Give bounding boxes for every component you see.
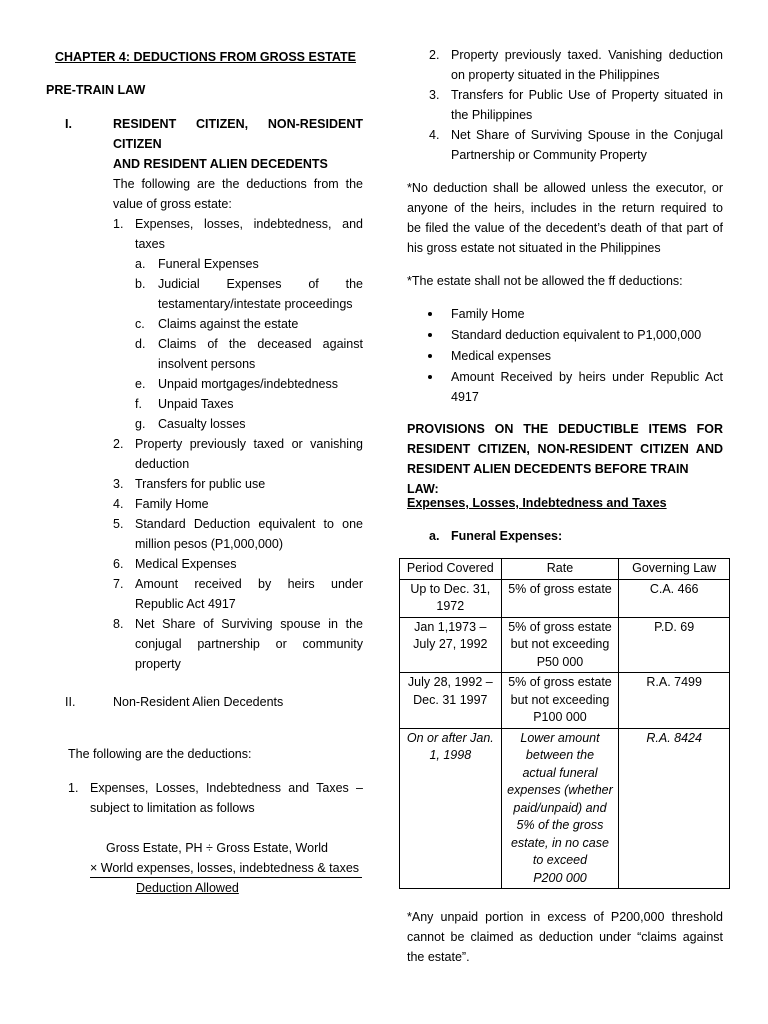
provisions-heading xyxy=(407,419,723,499)
rate-cell xyxy=(501,728,619,889)
period-cell xyxy=(400,673,502,729)
nra-intro: The following are the deductions: xyxy=(68,747,252,761)
rate-cell xyxy=(501,673,619,729)
sublist-item-text: Unpaid mortgages/indebtedness xyxy=(158,377,338,391)
law-cell: C.A. 466 xyxy=(619,579,730,617)
section-1-intro xyxy=(113,174,363,214)
provisions-line: RESIDENT ALIEN DECEDENTS BEFORE TRAIN LAW: xyxy=(407,462,689,496)
list-item-number: 1. xyxy=(113,217,124,231)
note-line: the estate”. xyxy=(407,950,470,964)
table-row xyxy=(400,673,730,729)
formula-line-2: × World expenses, losses, indebtedness & taxes xyxy=(90,858,362,878)
list-item-text: Family Home xyxy=(135,497,209,511)
section-1-title-line: RESIDENT CITIZEN, NON-RESIDENT CITIZEN xyxy=(113,117,363,151)
list-item xyxy=(429,45,723,85)
list-item-number: 8. xyxy=(113,617,124,631)
list-item-number: 7. xyxy=(113,577,124,591)
list-item-text: Expenses, Losses, Indebtedness and Taxes – xyxy=(90,781,363,795)
list-item-text: Amount received by heirs under xyxy=(135,577,363,591)
sublist-item xyxy=(135,314,363,334)
note-line: cannot be claimed as deduction under “claims against xyxy=(407,930,723,944)
list-item-text: Property previously taxed. Vanishing deduction xyxy=(451,48,723,62)
cell-line: between the xyxy=(525,748,595,762)
list-item-text: Republic Act 4917 xyxy=(135,597,236,611)
list-item-text: Partnership or Community Property xyxy=(451,148,647,162)
sublist-item xyxy=(135,374,363,394)
sublist-item xyxy=(135,414,363,434)
funeral-expenses-table xyxy=(399,558,730,889)
formula-line-1: Gross Estate, PH ÷ Gross Estate, World xyxy=(106,841,328,855)
bullet-icon xyxy=(428,333,432,337)
list-item-text: Transfers for public use xyxy=(135,477,266,491)
bullet-text: 4917 xyxy=(451,390,479,404)
cell-line: P100 000 xyxy=(533,710,587,724)
period-cell xyxy=(400,617,502,673)
bullet-item xyxy=(427,304,723,325)
sublist-item-text: Claims against the estate xyxy=(158,317,299,331)
continued-list xyxy=(429,45,723,165)
list-item-number: 1. xyxy=(68,781,79,795)
elit-heading: Expenses, Losses, Indebtedness and Taxes xyxy=(407,496,667,510)
cell-line: estate, in no case xyxy=(510,835,609,850)
cell-line: 5% of gross estate xyxy=(508,675,612,689)
list-item-text: on property situated in the Philippines xyxy=(451,68,660,82)
sublist-item-text: Judicial Expenses of the xyxy=(158,277,363,291)
bullet-text: Standard deduction equivalent to P1,000,000 xyxy=(451,328,702,342)
list-item xyxy=(113,474,363,494)
note-line: *No deduction shall be allowed unless the executor, or xyxy=(407,181,723,195)
list-item-text: Medical Expenses xyxy=(135,557,237,571)
sublist-item-text: insolvent persons xyxy=(158,357,256,371)
sublist-item-text: Unpaid Taxes xyxy=(158,397,234,411)
note-not-allowed: *The estate shall not be allowed the ff deductions: xyxy=(407,274,683,288)
sublist-item-letter: b. xyxy=(135,277,146,291)
cell-line: P200 000 xyxy=(533,870,587,885)
sublist-item-text: Funeral Expenses xyxy=(158,257,259,271)
cell-line: Dec. 31 1997 xyxy=(413,692,488,707)
cell-line: 5% of gross estate xyxy=(508,581,612,596)
cell-line: but not exceeding xyxy=(510,692,610,707)
pre-train-heading: PRE-TRAIN LAW xyxy=(46,83,146,97)
cell-line: expenses (whether xyxy=(507,783,613,797)
bullet-item xyxy=(427,325,723,346)
formula-line-3: Deduction Allowed xyxy=(136,881,239,895)
list-item-text: Expenses, losses, indebtedness, and xyxy=(135,217,363,231)
list-item xyxy=(113,554,363,574)
column-header: Governing Law xyxy=(619,559,730,580)
table-header-row xyxy=(400,559,730,580)
cell-line: actual funeral xyxy=(522,765,598,780)
list-item-text: taxes xyxy=(135,237,165,251)
note-line: his gross estate not situated in the Philippines xyxy=(407,241,661,255)
law-cell: R.A. 7499 xyxy=(619,673,730,729)
list-item xyxy=(113,514,363,554)
sublist-item-text: Claims of the deceased against xyxy=(158,337,363,351)
section-2-title: Non-Resident Alien Decedents xyxy=(113,695,284,709)
cell-line: to exceed xyxy=(532,853,588,867)
cell-line: July 27, 1992 xyxy=(413,637,488,651)
chapter-title: CHAPTER 4: DEDUCTIONS FROM GROSS ESTATE xyxy=(55,50,356,64)
list-item-text: conjugal partnership or community xyxy=(135,637,363,651)
section-2-number: II. xyxy=(65,695,76,709)
table-row xyxy=(400,579,730,617)
list-item-text: million pesos (P1,000,000) xyxy=(135,537,283,551)
list-item-number: 2. xyxy=(113,437,124,451)
section-1-number: I. xyxy=(65,117,72,131)
list-item-number: 3. xyxy=(429,88,440,102)
provisions-line: PROVISIONS ON THE DEDUCTIBLE ITEMS FOR xyxy=(407,422,723,436)
note-line: be filed the value of the decedent’s death of that part of xyxy=(407,221,723,235)
bullet-icon xyxy=(428,354,432,358)
nra-list-item xyxy=(68,778,363,818)
list-item xyxy=(429,85,723,125)
bullet-text: Medical expenses xyxy=(451,349,552,363)
note-unpaid-portion xyxy=(407,907,723,967)
sublist-item-text: testamentary/intestate proceedings xyxy=(158,297,353,311)
list-item-number: 3. xyxy=(113,477,124,491)
cell-line: 5% of the gross xyxy=(516,818,604,832)
note-line: anyone of the heirs, includes in the return required to xyxy=(407,201,723,215)
list-item-text: subject to limitation as follows xyxy=(90,801,255,815)
column-header: Rate xyxy=(501,559,619,580)
cell-line: July 28, 1992 – xyxy=(407,675,493,689)
sublist-item xyxy=(135,254,363,274)
list-item-number: 4. xyxy=(113,497,124,511)
cell-line: 1, 1998 xyxy=(429,748,472,762)
list-item xyxy=(113,434,363,474)
funeral-label: Funeral Expenses: xyxy=(451,529,563,543)
cell-line: Jan 1,1973 – xyxy=(414,619,487,634)
cell-line: 5% of gross estate xyxy=(508,619,612,634)
table-row xyxy=(400,728,730,889)
list-item xyxy=(113,614,363,674)
bullet-item xyxy=(427,346,723,367)
bullet-list xyxy=(427,304,723,407)
cell-line: On or after Jan. xyxy=(406,730,494,745)
list-item xyxy=(113,214,363,254)
period-cell xyxy=(400,728,502,889)
rate-cell xyxy=(501,617,619,673)
section-1-title xyxy=(113,114,363,174)
provisions-line: RESIDENT CITIZEN, NON-RESIDENT CITIZEN AND xyxy=(407,442,723,456)
sublist-item-text: Casualty losses xyxy=(158,417,246,431)
list-item-text: Net Share of Surviving Spouse in the Conjugal xyxy=(451,128,723,142)
funeral-label-letter: a. xyxy=(429,529,440,543)
intro-line: value of gross estate: xyxy=(113,197,232,211)
period-cell xyxy=(400,579,502,617)
list-item-text: the Philippines xyxy=(451,108,533,122)
bullet-icon xyxy=(428,312,432,316)
rate-cell xyxy=(501,579,619,617)
table-row xyxy=(400,617,730,673)
bullet-text: Amount Received by heirs under Republic Act xyxy=(451,370,723,384)
sublist-item-letter: f. xyxy=(135,397,142,411)
sublist-item xyxy=(135,334,363,374)
list-item-text: Standard Deduction equivalent to one xyxy=(135,517,363,531)
bullet-text: Family Home xyxy=(451,307,525,321)
cell-line: Lower amount xyxy=(520,730,600,745)
list-item-text: deduction xyxy=(135,457,190,471)
column-header: Period Covered xyxy=(400,559,502,580)
cell-line: P50 000 xyxy=(536,654,584,669)
sublist xyxy=(135,254,363,434)
list-item-number: 5. xyxy=(113,517,124,531)
list-item-number: 4. xyxy=(429,128,440,142)
cell-line: 1972 xyxy=(436,599,465,613)
law-cell: P.D. 69 xyxy=(619,617,730,673)
law-cell: R.A. 8424 xyxy=(619,728,730,889)
list-item-number: 2. xyxy=(429,48,440,62)
list-item-text: Property previously taxed or vanishing xyxy=(135,437,363,451)
list-item xyxy=(429,125,723,165)
list-item-number: 6. xyxy=(113,557,124,571)
bullet-item xyxy=(427,367,723,407)
sublist-item-letter: d. xyxy=(135,337,146,351)
cell-line: paid/unpaid) and xyxy=(513,800,607,815)
list-item-text: Net Share of Surviving spouse in the xyxy=(135,617,363,631)
sublist-item xyxy=(135,274,363,314)
sublist-item-letter: c. xyxy=(135,317,145,331)
list-item-text: property xyxy=(135,657,181,671)
note-no-deduction xyxy=(407,178,723,258)
list-item-text: Transfers for Public Use of Property situated in xyxy=(451,88,723,102)
bullet-icon xyxy=(428,375,432,379)
sublist-item-letter: e. xyxy=(135,377,146,391)
note-line: *Any unpaid portion in excess of P200,000 threshold xyxy=(407,910,723,924)
sublist-item xyxy=(135,394,363,414)
intro-line: The following are the deductions from the xyxy=(113,177,363,191)
cell-line: but not exceeding xyxy=(510,637,610,651)
list-item xyxy=(113,574,363,614)
list-item xyxy=(113,494,363,514)
sublist-item-letter: g. xyxy=(135,417,146,431)
section-1-title-line: AND RESIDENT ALIEN DECEDENTS xyxy=(113,157,328,171)
cell-line: Up to Dec. 31, xyxy=(410,581,491,596)
sublist-item-letter: a. xyxy=(135,257,146,271)
